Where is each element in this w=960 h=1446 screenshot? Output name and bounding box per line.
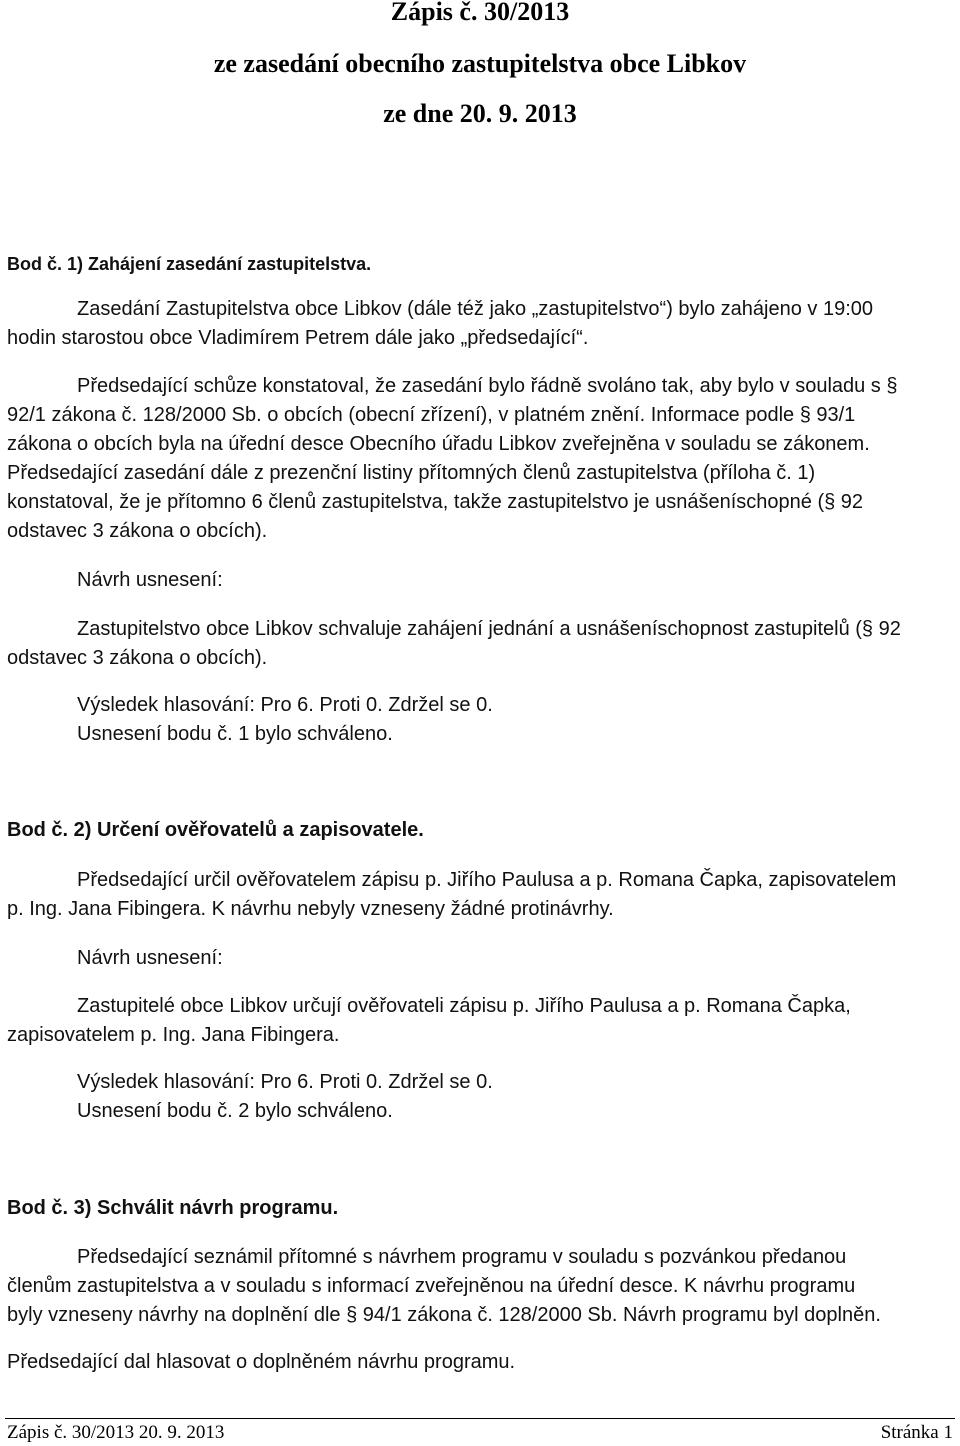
- section-3-paragraph-1-line-2: členům zastupitelstva a v souladu s informací zveřejněnou na úřední desce. K návrhu programu: [7, 1275, 856, 1297]
- document-title: Zápis č. 30/2013: [390, 0, 570, 26]
- section-1-paragraph-2-line-5: konstatoval, že je přítomno 6 členů zastupitelstva, takže zastupitelstvo je usnášeníschopné (§ 92: [7, 491, 864, 513]
- section-2-proposal-label: Návrh usnesení:: [77, 947, 223, 969]
- section-1-vote-result: Výsledek hlasování: Pro 6. Proti 0. Zdržel se 0.: [77, 694, 493, 716]
- section-2-resolution-status: Usnesení bodu č. 2 bylo schváleno.: [77, 1100, 393, 1122]
- footer-document-reference: Zápis č. 30/2013 20. 9. 2013: [7, 1422, 225, 1443]
- section-1-proposal-label: Návrh usnesení:: [77, 569, 223, 591]
- section-1-paragraph-2-line-2: 92/1 zákona č. 128/2000 Sb. o obcích (obecní zřízení), v platném znění. Informace podle § 93/1: [7, 404, 856, 426]
- footer-divider: [5, 1418, 955, 1419]
- section-1-paragraph-2-line-1: Předsedající schůze konstatoval, že zasedání bylo řádně svoláno tak, aby bylo v souladu s §: [77, 375, 898, 397]
- section-1-paragraph-2-line-4: Předsedající zasedání dále z prezenční listiny přítomných členů zastupitelstva (příloha č. 1): [7, 462, 816, 484]
- section-1-heading: Bod č. 1) Zahájení zasedání zastupitelstva.: [7, 254, 372, 274]
- section-1-proposal-line-2: odstavec 3 zákona o obcích).: [7, 647, 268, 669]
- section-2-heading: Bod č. 2) Určení ověřovatelů a zapisovatele.: [7, 819, 424, 841]
- section-3-paragraph-2: Předsedající dal hlasovat o doplněném návrhu programu.: [7, 1351, 516, 1373]
- document-date: ze dne 20. 9. 2013: [383, 99, 577, 128]
- section-3-paragraph-1-line-1: Předsedající seznámil přítomné s návrhem programu v souladu s pozvánkou předanou: [77, 1246, 847, 1268]
- section-2-vote-result: Výsledek hlasování: Pro 6. Proti 0. Zdržel se 0.: [77, 1071, 493, 1093]
- section-3-paragraph-1-line-3: byly vzneseny návrhy na doplnění dle § 94/1 zákona č. 128/2000 Sb. Návrh programu byl doplněn.: [7, 1304, 881, 1326]
- section-1-paragraph-2-line-6: odstavec 3 zákona o obcích).: [7, 520, 268, 542]
- section-2-proposal-line-1: Zastupitelé obce Libkov určují ověřovateli zápisu p. Jiřího Paulusa a p. Romana Čapka,: [77, 995, 851, 1017]
- section-3-heading: Bod č. 3) Schválit návrh programu.: [7, 1197, 339, 1219]
- section-2-paragraph-1-line-1: Předsedající určil ověřovatelem zápisu p. Jiřího Paulusa a p. Romana Čapka, zapisovatelem: [77, 869, 897, 891]
- section-1-proposal-line-1: Zastupitelstvo obce Libkov schvaluje zahájení jednání a usnášeníschopnost zastupitelů (§ 92: [77, 618, 901, 640]
- section-1-resolution-status: Usnesení bodu č. 1 bylo schváleno.: [77, 723, 393, 745]
- section-1-paragraph-1-line-2: hodin starostou obce Vladimírem Petrem dále jako „předsedající“.: [7, 327, 589, 349]
- section-2-paragraph-1-line-2: p. Ing. Jana Fibingera. K návrhu nebyly vzneseny žádné protinávrhy.: [7, 898, 614, 920]
- document-subtitle: ze zasedání obecního zastupitelstva obce Libkov: [213, 49, 747, 78]
- section-1-paragraph-1-line-1: Zasedání Zastupitelstva obce Libkov (dále též jako „zastupitelstvo“) bylo zahájeno v 19:00: [77, 298, 873, 320]
- section-1-paragraph-2-line-3: zákona o obcích byla na úřední desce Obecního úřadu Libkov zveřejněna v souladu se zákonem.: [7, 433, 870, 455]
- section-2-proposal-line-2: zapisovatelem p. Ing. Jana Fibingera.: [7, 1024, 340, 1046]
- footer-page-number: Stránka 1: [880, 1422, 953, 1443]
